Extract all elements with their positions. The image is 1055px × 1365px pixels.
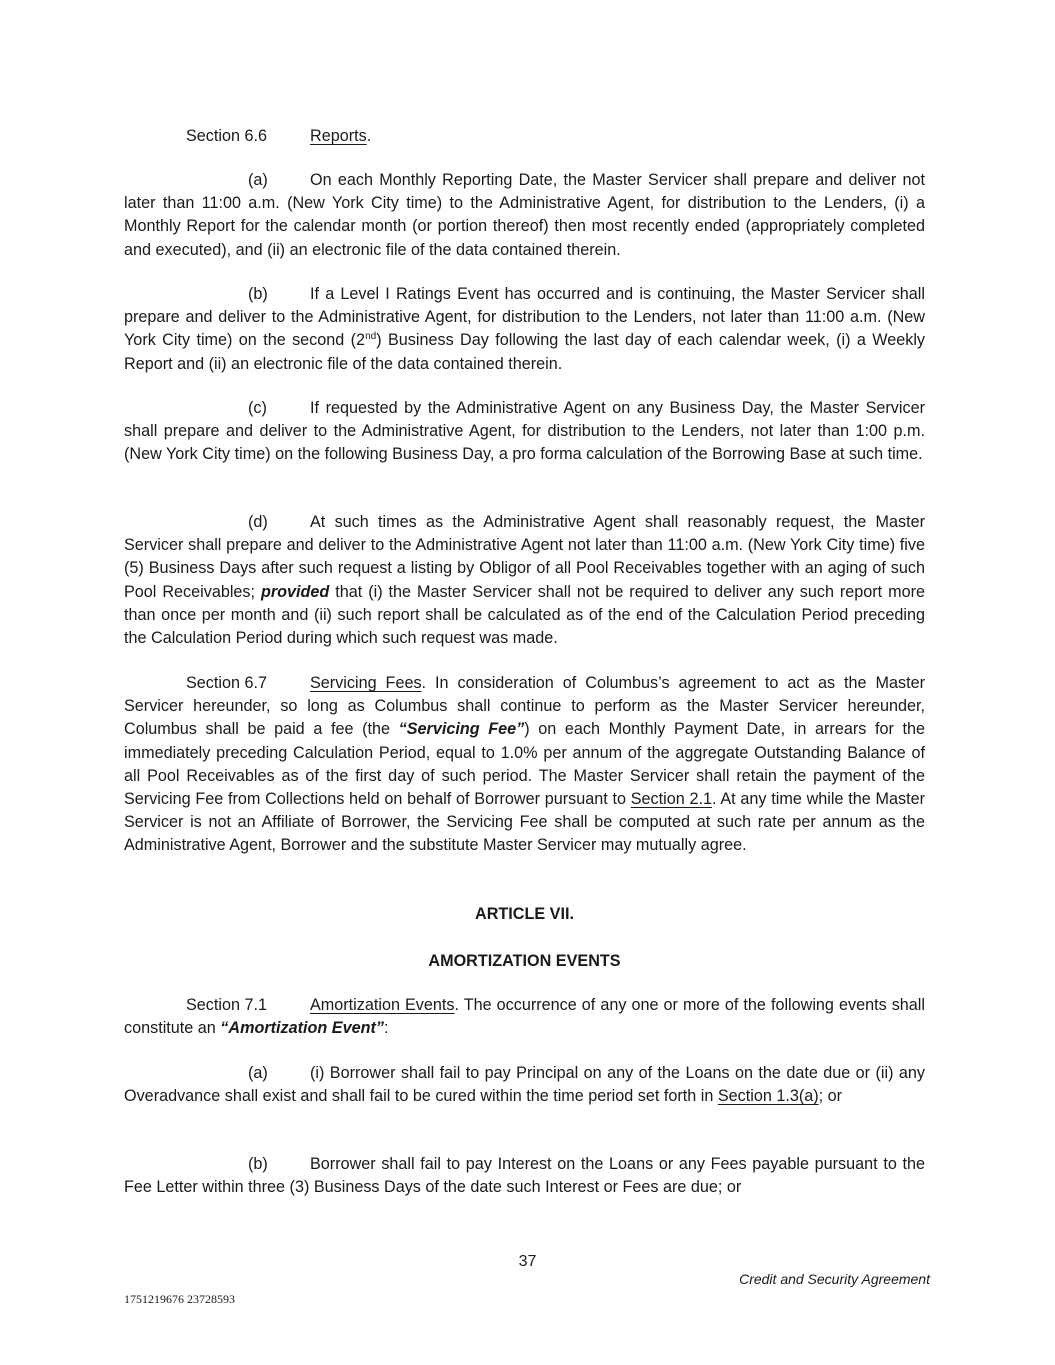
section-6-7-number: Section 6.7: [186, 674, 267, 692]
section-7-1-text-part-1: . The occurrence of any one or more of the following events shall constitute an: [124, 996, 926, 1038]
defined-term-servicing-fee: “Servicing Fee”: [398, 720, 525, 739]
section-6-6-d: [124, 511, 925, 650]
section-6-6-heading: [124, 125, 987, 148]
defined-term-amortization-event: “Amortization Event”: [220, 1019, 384, 1038]
section-6-6-b: [124, 283, 925, 376]
clause-label-b: (b): [248, 285, 268, 303]
article-heading: ARTICLE VII.: [475, 905, 574, 923]
section-6-7-text-part-2: ) on each Monthly Payment Date, in arrears for the immediately preceding Calculation Period, equal to 1.0% per annum of the aggregate Outstanding Balance of all Pool Receivables as of the first day of such period. The Master Servicer shall retain the payment of the Servicing Fee from Collections held on behalf of Borrower pursuant to: [124, 720, 925, 809]
section-6-7-text-part-3: . At any time while the Master Servicer is not an Affiliate of Borrower, the Servicing Fee shall be computed at such rate per annum as the Administrative Agent, Borrower and the substitute Master Servicer may mutually agree.: [124, 790, 925, 855]
clause-text: If requested by the Administrative Agent on any Business Day, the Master Servicer shall prepare and deliver to the Administrative Agent, for distribution to the Lenders, not later than 1:00 p.m. (New York City time) on the following Business Day, a pro forma calculation of the Borrowing Base at such time.: [124, 399, 925, 464]
section-7-1-title: Amortization Events: [310, 996, 455, 1014]
clause-text: On each Monthly Reporting Date, the Master Servicer shall prepare and deliver not later than 11:00 a.m. (New York City time) to the Administrative Agent, for distribution to the Lenders, (i) a Monthly Report for the calendar month (or portion thereof) then most recently ended (appropriately completed and executed), and (ii) an electronic file of the data contained therein.: [124, 171, 925, 259]
section-6-7-text-part-1: . In consideration of Columbus’s agreement to act as the Master Servicer hereunder, so long as Columbus shall continue to perform as the Master Servicer hereunder, Columbus shall be paid a fee (the: [124, 674, 925, 739]
cross-reference-section-1-3-a: Section 1.3(a): [717, 1087, 819, 1106]
page-number: 37: [518, 1253, 537, 1270]
cross-reference-section-2-1: Section 2.1: [630, 790, 712, 809]
section-7-1-a: [124, 1062, 925, 1108]
clause-text-part-1: At such times as the Administrative Agent shall reasonably request, the Master Servicer shall prepare and deliver to the Administrative Agent not later than 11:00 a.m. (New York City time) five (5) Business Days after such request a listing by Obligor of all Pool Receivables together with an aging of such Pool Receivables;: [124, 513, 925, 601]
section-6-6-c: [124, 397, 925, 467]
footer-document-title: Credit and Security Agreement: [739, 1271, 930, 1287]
section-6-6-number: Section 6.6: [186, 127, 267, 145]
section-6-6-title-suffix: .: [366, 127, 372, 145]
section-7-1: [124, 994, 925, 1040]
clause-text-part-1: (i) Borrower shall fail to pay Principal on any of the Loans on the date due or (ii) any Overadvance shall exist and shall fail to be cured within the time period set forth in: [124, 1064, 925, 1106]
ordinal-superscript: nd: [365, 331, 377, 343]
section-6-7: [124, 672, 925, 858]
clause-text: Borrower shall fail to pay Interest on the Loans or any Fees payable pursuant to the Fee Letter within three (3) Business Days of the date such Interest or Fees are due; or: [124, 1155, 925, 1197]
clause-text-part-2: that (i) the Master Servicer shall not be required to deliver any such report more than once per month and (ii) such report shall be calculated as of the end of the Calculation Period preceding the Calculation Period during which such request was made.: [124, 582, 925, 648]
document-id: 1751219676 23728593: [124, 1292, 235, 1306]
clause-text-part-1: If a Level I Ratings Event has occurred and is continuing, the Master Servicer shall prepare and deliver to the Administrative Agent, for distribution to the Lenders, not later than 11:00 a.m. (New York City time) on the second (2: [124, 285, 925, 350]
clause-label-a: (a): [248, 171, 268, 189]
clause-label-a: (a): [248, 1064, 268, 1082]
clause-text-part-2: ) Business Day following the last day of each calendar week, (i) a Weekly Report and (ii) an electronic file of the data contained therein.: [124, 331, 926, 373]
section-7-1-number: Section 7.1: [186, 996, 267, 1014]
clause-label-b: (b): [248, 1155, 268, 1173]
clause-label-c: (c): [248, 399, 267, 417]
clause-text-part-2: ; or: [818, 1087, 843, 1106]
section-6-7-title: Servicing Fees: [310, 674, 422, 692]
section-6-6-a: [124, 169, 925, 262]
article-subheading: AMORTIZATION EVENTS: [428, 952, 621, 970]
section-7-1-text-part-2: :: [383, 1019, 389, 1038]
clause-label-d: (d): [248, 513, 268, 531]
section-7-1-b: [124, 1153, 925, 1199]
proviso-term: provided: [260, 582, 330, 601]
section-6-6-title: Reports: [310, 127, 367, 145]
